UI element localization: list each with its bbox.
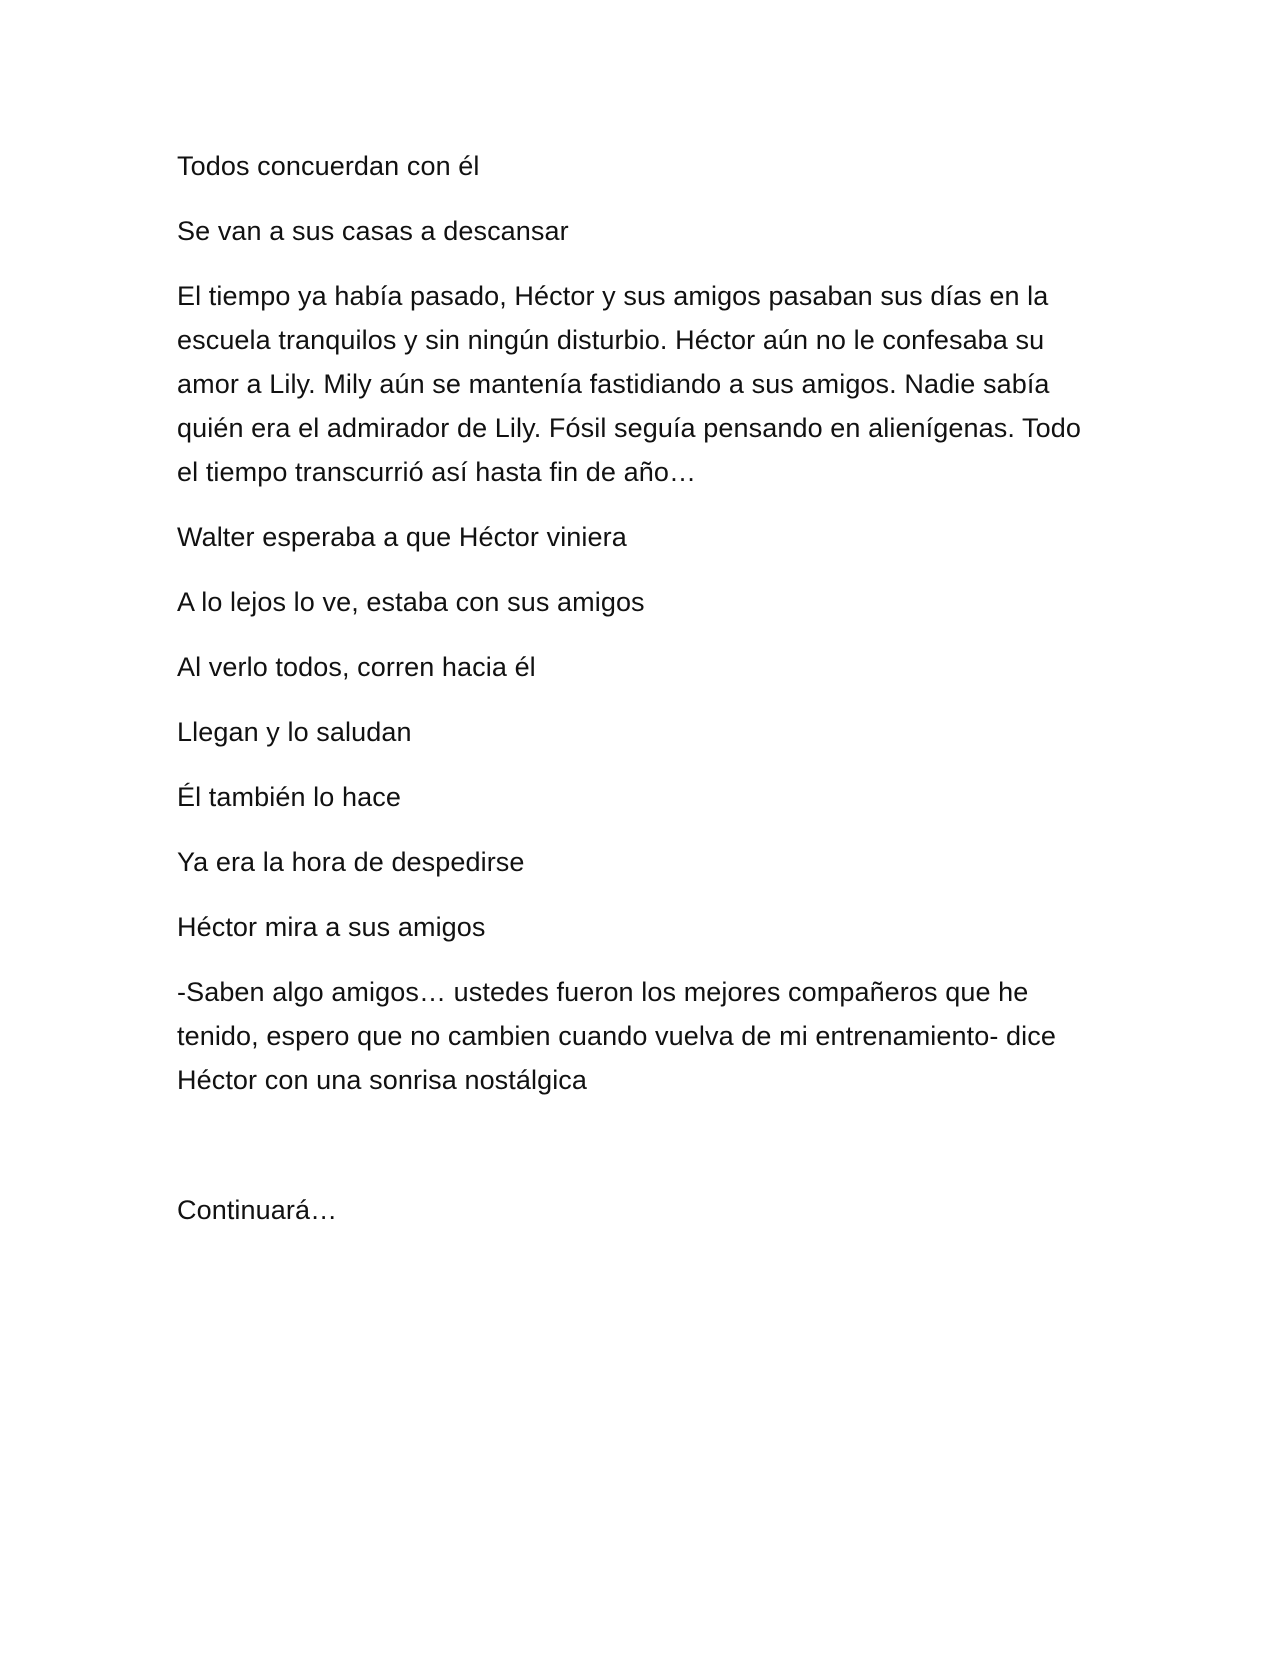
paragraph-10: Héctor mira a sus amigos bbox=[177, 912, 486, 942]
document-body bbox=[177, 144, 1107, 1253]
closing-line: Continuará… bbox=[177, 1195, 338, 1225]
paragraph-6: Al verlo todos, corren hacia él bbox=[177, 652, 536, 682]
paragraph-3: El tiempo ya había pasado, Héctor y sus amigos pasaban sus días en la escuela tranquilos y sin ningún disturbio. Héctor aún no le confesaba su amor a Lily. Mily aún se mantenía fastidiando a sus amigos. Nadie sabía quién era el admirador de Lily. Fósil seguía pensando en alienígenas. Todo el tiempo transcurrió así hasta fin de año… bbox=[177, 281, 1082, 487]
blank-line bbox=[177, 1123, 1107, 1188]
paragraph-4: Walter esperaba a que Héctor viniera bbox=[177, 522, 627, 552]
paragraph-5: A lo lejos lo ve, estaba con sus amigos bbox=[177, 587, 645, 617]
paragraph-7: Llegan y lo saludan bbox=[177, 717, 412, 747]
paragraph-1: Todos concuerdan con él bbox=[177, 151, 480, 181]
paragraph-2: Se van a sus casas a descansar bbox=[177, 216, 569, 246]
paragraph-9: Ya era la hora de despedirse bbox=[177, 847, 525, 877]
paragraph-8: Él también lo hace bbox=[177, 782, 401, 812]
paragraph-11: -Saben algo amigos… ustedes fueron los mejores compañeros que he tenido, espero que no cambien cuando vuelva de mi entrenamiento- dice Héctor con una sonrisa nostálgica bbox=[177, 977, 1056, 1095]
